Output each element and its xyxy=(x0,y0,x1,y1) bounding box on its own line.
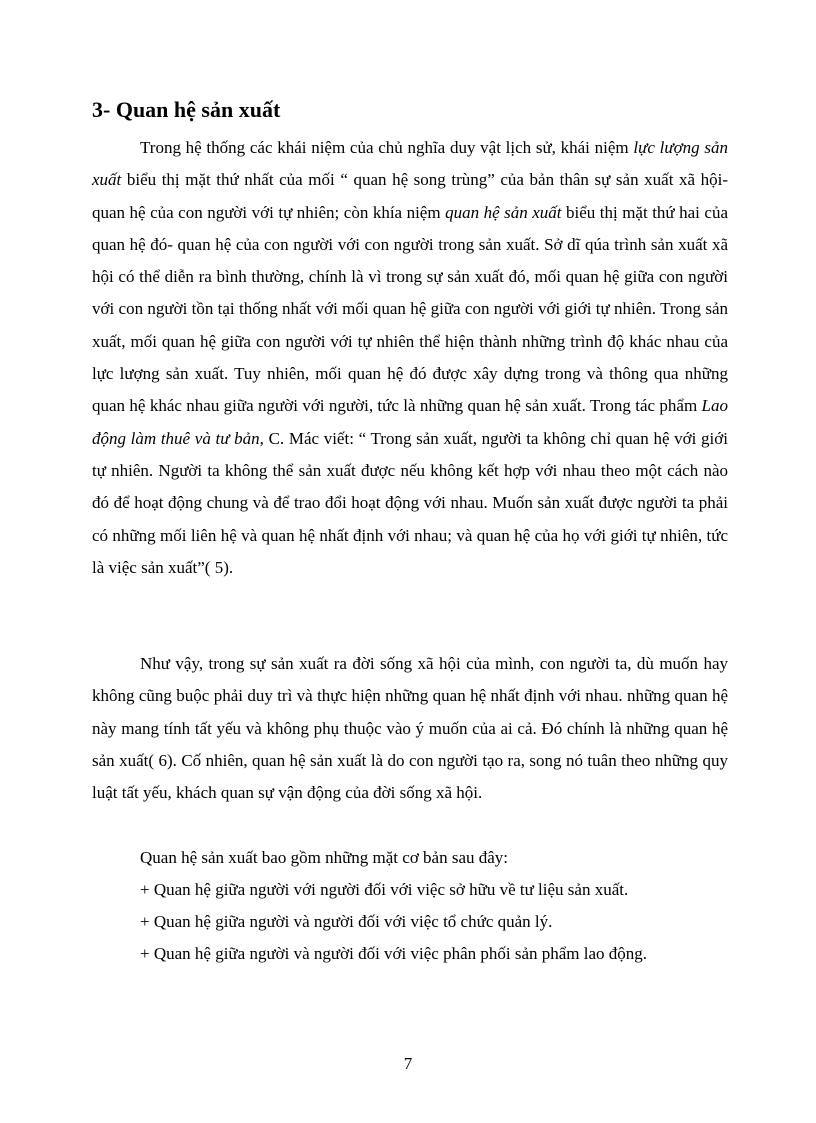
term-luc-luong-san-xuat: lực lượng sản xuất xyxy=(92,138,728,190)
paragraph-1 xyxy=(92,132,728,584)
paragraph-2: Như vậy, trong sự sản xuất ra đời sống xã hội của mình, con người ta, dù muốn hay không cũng buộc phải duy trì và thực hiện những quan hệ nhất định với nhau. những quan hệ này mang tính tất yếu và không phụ thuộc vào ý muốn của ai cả. Đó chính là những quan hệ sản xuất( 6). Cố nhiên, quan hệ sản xuất là do con người tạo ra, song nó tuân theo những quy luật tất yếu, khách quan sự vận động của đời sống xã hội. xyxy=(92,654,728,803)
paragraph-1-text-a: Trong hệ thống các khái niệm của chủ nghĩa duy vật lịch sử, khái niệm xyxy=(140,138,634,157)
section-heading: 3- Quan hệ sản xuất xyxy=(92,97,281,122)
list-item: + Quan hệ giữa người và người đối với việc tổ chức quản lý. xyxy=(140,912,553,931)
paragraph-1-text-d: , C. Mác viết: “ Trong sản xuất, người ta không chỉ quan hệ với giới tự nhiên. Người ta không thể sản xuất được nếu không kết hợp với nhau theo một cách nào đó để hoạt động chung và để trao đổi hoạt động với nhau. Muốn sản xuất được người ta phải có những mối liên hệ và quan hệ nhất định với nhau; và quan hệ của họ với giới tự nhiên, tức là việc sản xuất”( 5). xyxy=(92,428,728,577)
list-item: + Quan hệ giữa người và người đối với việc phân phối sản phẩm lao động. xyxy=(140,944,648,963)
term-quan-he-san-xuat: quan hệ sản xuất xyxy=(445,202,562,222)
list-intro: Quan hệ sản xuất bao gồm những mặt cơ bản sau đây: xyxy=(140,848,509,867)
book-title: Lao động làm thuê và tư bản xyxy=(92,396,728,448)
list-item: + Quan hệ giữa người với người đối với việc sở hữu về tư liệu sản xuất. xyxy=(140,880,629,899)
paragraph-1-text-c: biểu thị mặt thứ hai của quan hệ đó- quan hệ của con người với con người trong sản xuất. Sở dĩ qúa trình sản xuất xã hội có thể diễn ra bình thường, chính là vì trong sự sản xuất đó, mối quan hệ giữa con người với con người tồn tại thống nhất với mối quan hệ giữa con người với giới tự nhiên. Trong sản xuất, mối quan hệ giữa con người với tự nhiên thể hiện thành những trình độ khác nhau của lực lượng sản xuất. Tuy nhiên, mối quan hệ đó được xây dựng trong và thông qua những quan hệ khác nhau giữa người với người, tức là những quan hệ sản xuất. Trong tác phẩm xyxy=(92,202,728,416)
page-number: 7 xyxy=(403,1054,413,1073)
paragraph-1-text-b: biểu thị mặt thứ nhất của mối “ quan hệ song trùng” của bản thân sự sản xuất xã hội- quan hệ của con người với tự nhiên; còn khía niệm xyxy=(92,170,728,222)
